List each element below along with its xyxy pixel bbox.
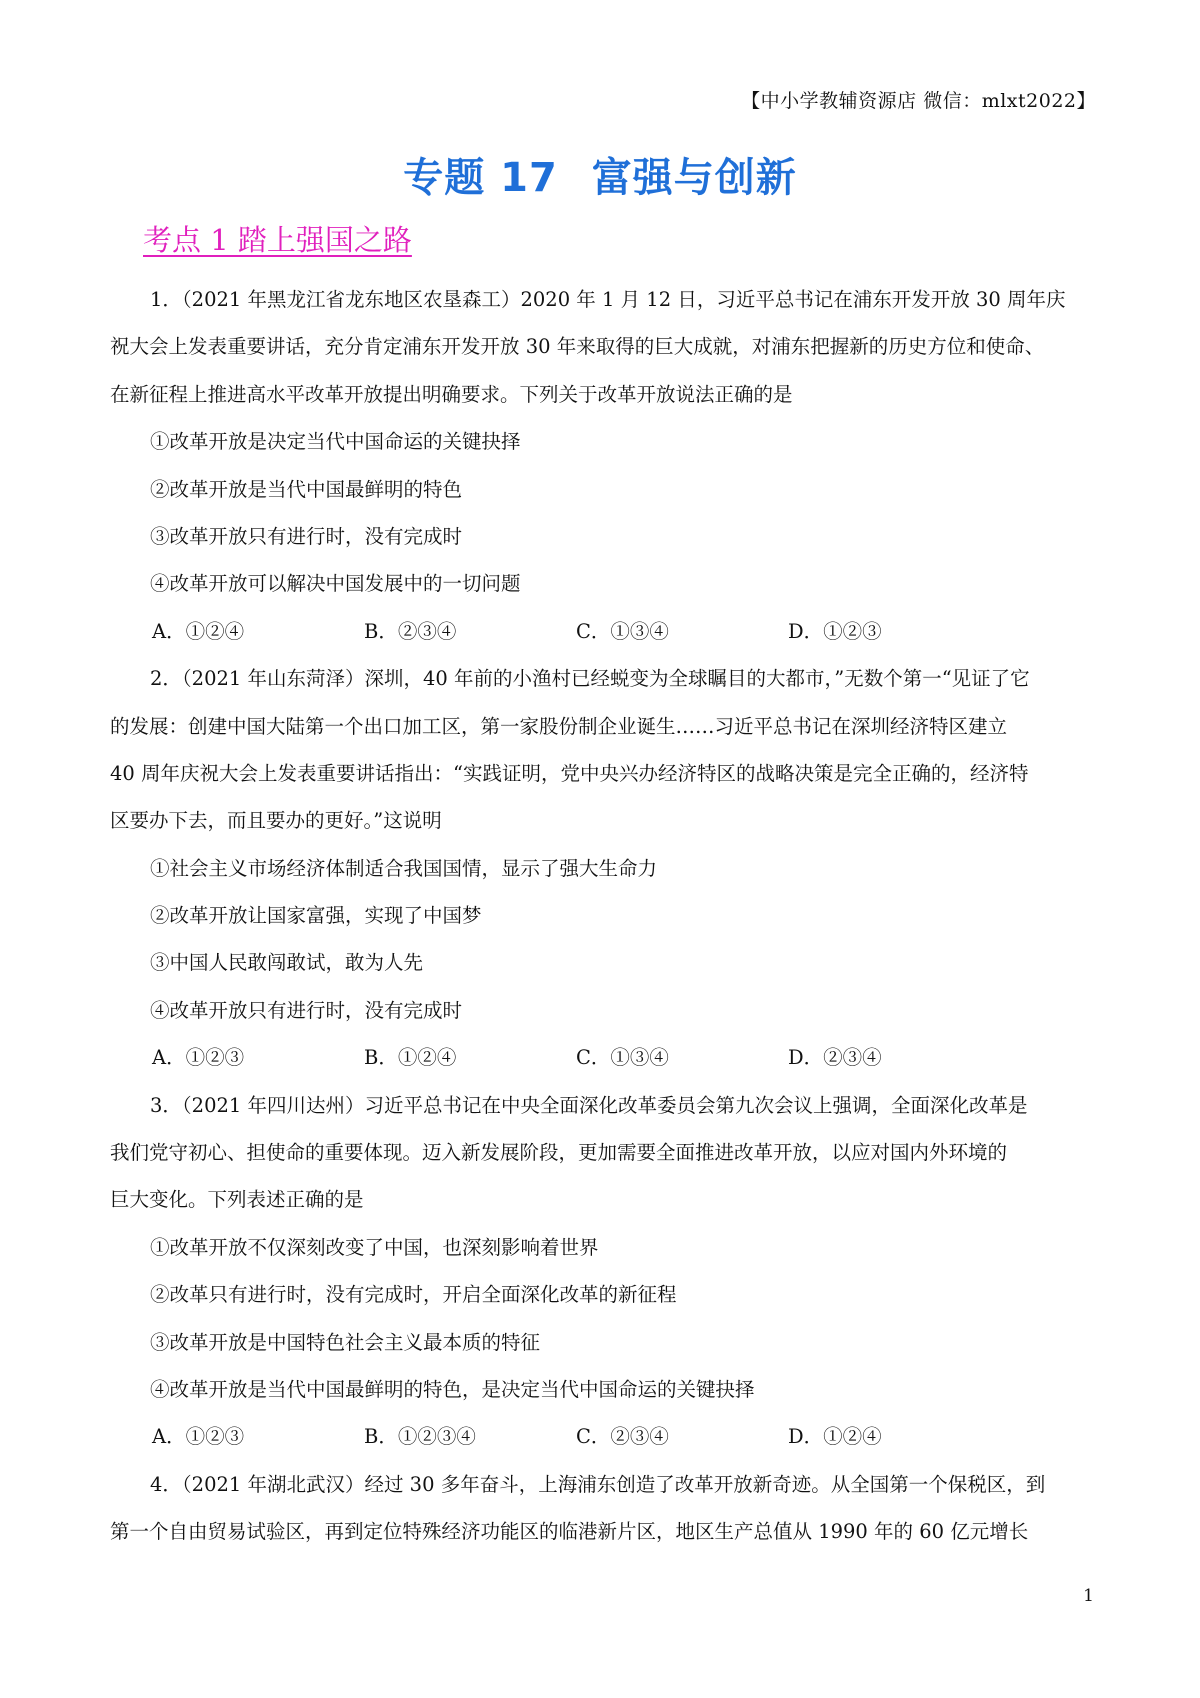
page-number: 1 xyxy=(1083,1586,1094,1606)
header-note: 【中小学教辅资源店 微信：mlxt2022】 xyxy=(741,90,1096,112)
question-stem-line: 3．（2021 年四川达州）习近平总书记在中央全面深化改革委员会第九次会议上强调，全面深化改革是 xyxy=(150,1093,1028,1117)
statement-option: ①社会主义市场经济体制适合我国国情，显示了强大生命力 xyxy=(150,856,658,880)
statement-option: ①改革开放不仅深刻改变了中国，也深刻影响着世界 xyxy=(150,1235,599,1259)
answer-choices xyxy=(110,1413,1098,1460)
answer-choices xyxy=(110,608,1098,655)
question-stem-line: 的发展：创建中国大陆第一个出口加工区，第一家股份制企业诞生……习近平总书记在深圳经济特区建立 xyxy=(110,714,1008,738)
choice-d: D．①②④ xyxy=(788,1425,882,1449)
section-heading: 考点 1 踏上强国之路 xyxy=(143,223,412,257)
statement-option: ③中国人民敢闯敢试，敢为人先 xyxy=(150,951,424,975)
choice-b: B．②③④ xyxy=(364,619,457,643)
choice-a: A．①②④ xyxy=(152,619,245,643)
statement-option: ④改革开放是当代中国最鲜明的特色，是决定当代中国命运的关键抉择 xyxy=(150,1377,755,1401)
question-stem-line: 4．（2021 年湖北武汉）经过 30 多年奋斗，上海浦东创造了改革开放新奇迹。从全国第一个保税区，到 xyxy=(150,1472,1046,1496)
statement-option: ②改革只有进行时，没有完成时，开启全面深化改革的新征程 xyxy=(150,1283,677,1307)
choice-b: B．①②③④ xyxy=(364,1425,476,1449)
statement-option: ②改革开放让国家富强，实现了中国梦 xyxy=(150,904,482,928)
question-stem-line: 1．（2021 年黑龙江省龙东地区农垦森工）2020 年 1 月 12 日，习近平总书记在浦东开发开放 30 周年庆 xyxy=(150,288,1066,311)
statement-option: ③改革开放只有进行时，没有完成时 xyxy=(150,524,463,548)
statement-option: ①改革开放是决定当代中国命运的关键抉择 xyxy=(150,430,521,454)
choice-c: C．②③④ xyxy=(576,1425,669,1449)
choice-b: B．①②④ xyxy=(364,1046,457,1070)
question-stem-line: 区要办下去，而且要办的更好。”这说明 xyxy=(110,809,442,833)
page-title xyxy=(0,146,1200,203)
question-4 xyxy=(110,1461,1098,1556)
answer-choices xyxy=(110,1034,1098,1081)
choice-a: A．①②③ xyxy=(152,1046,245,1070)
choice-d: D．①②③ xyxy=(788,619,882,643)
statement-option: ②改革开放是当代中国最鲜明的特色 xyxy=(150,477,463,501)
question-1 xyxy=(110,276,1098,655)
statement-option: ④改革开放可以解决中国发展中的一切问题 xyxy=(150,572,521,596)
question-stem-line: 祝大会上发表重要讲话，充分肯定浦东开发开放 30 年来取得的巨大成就，对浦东把握新的历史方位和使命、 xyxy=(110,335,1045,359)
question-3 xyxy=(110,1082,1098,1461)
choice-c: C．①③④ xyxy=(576,619,669,643)
question-stem-line: 在新征程上推进高水平改革开放提出明确要求。下列关于改革开放说法正确的是 xyxy=(110,382,793,406)
question-stem-line: 2．（2021 年山东菏泽）深圳，40 年前的小渔村已经蜕变为全球瞩目的大都市，”无数个第一“见证了它 xyxy=(150,667,1030,691)
question-list xyxy=(110,276,1098,1556)
choice-d: D．②③④ xyxy=(788,1046,882,1070)
question-2 xyxy=(110,655,1098,1082)
question-stem-line: 我们党守初心、担使命的重要体现。迈入新发展阶段，更加需要全面推进改革开放，以应对国内外环境的 xyxy=(110,1141,1008,1165)
question-stem-line: 40 周年庆祝大会上发表重要讲话指出：“实践证明，党中央兴办经济特区的战略决策是完全正确的，经济特 xyxy=(110,761,1029,785)
statement-option: ③改革开放是中国特色社会主义最本质的特征 xyxy=(150,1330,541,1354)
statement-option: ④改革开放只有进行时，没有完成时 xyxy=(150,998,463,1022)
page-title-topic: 专题 17 xyxy=(403,155,558,201)
page-title-subject: 富强与创新 xyxy=(591,155,797,201)
question-stem-line: 巨大变化。下列表述正确的是 xyxy=(110,1188,364,1212)
choice-a: A．①②③ xyxy=(152,1425,245,1449)
question-stem-line: 第一个自由贸易试验区，再到定位特殊经济功能区的临港新片区，地区生产总值从 1990 年的 60 亿元增长 xyxy=(110,1520,1029,1544)
choice-c: C．①③④ xyxy=(576,1046,669,1070)
